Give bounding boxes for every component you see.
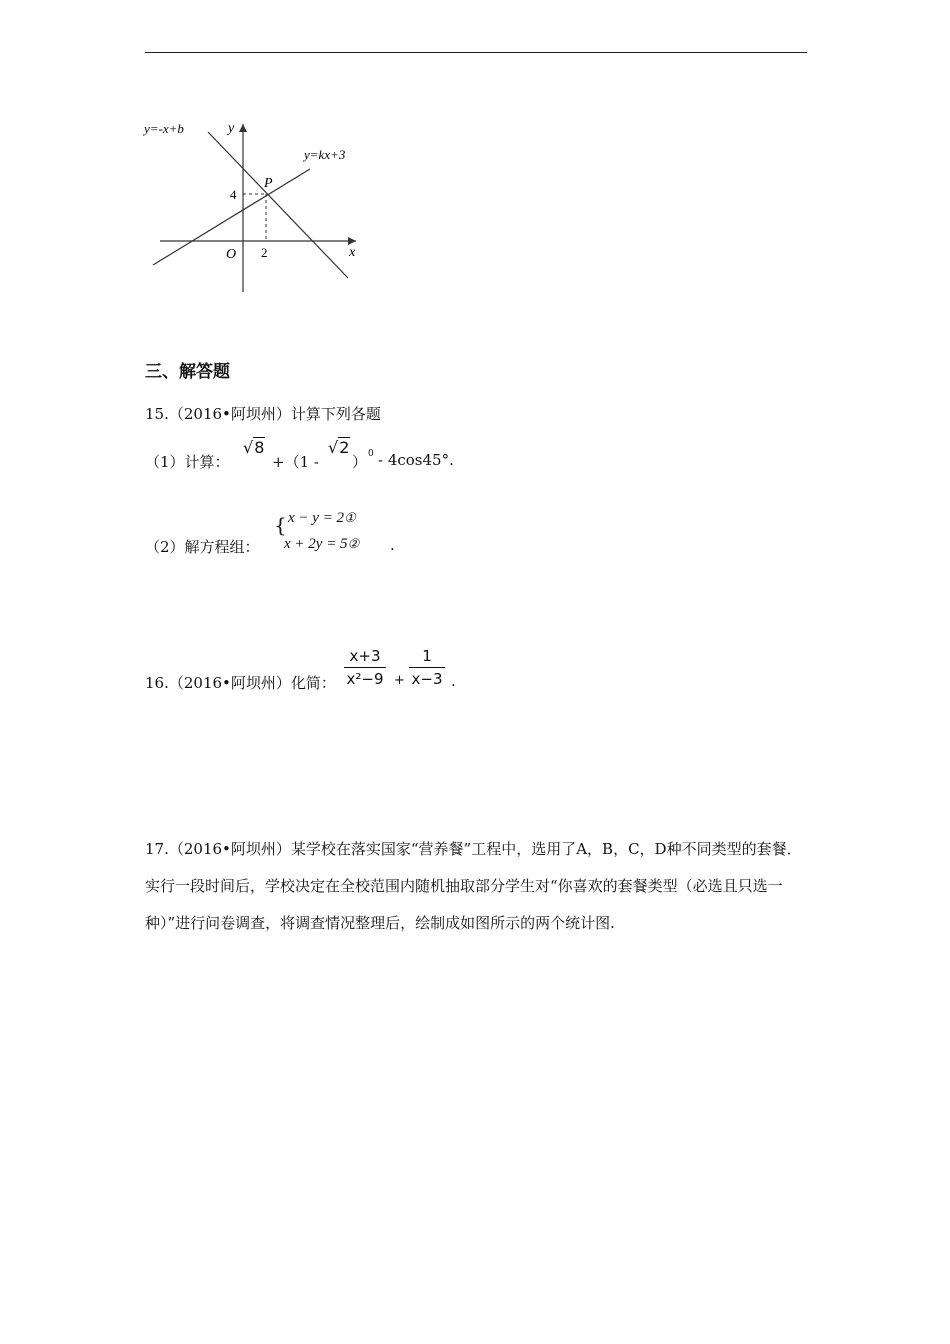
label-y-axis: y [228,121,235,136]
equation-2 [284,536,359,553]
radical-sign: √ [328,438,339,457]
q16-plus: + [394,673,405,688]
radicand-2: 2 [339,438,350,457]
fraction-1-bar [344,667,386,668]
fraction-1 [344,647,386,688]
equation-1-marker: ① [344,510,356,525]
q15-plus-open: +（1 - [272,453,319,471]
label-line1: y=-x+b [144,121,184,136]
label-origin: O [226,247,237,262]
q16-period: . [451,672,456,690]
header-rule [145,52,807,53]
q17-paragraph: 17.（2016•阿坝州）某学校在落实国家“营养餐”工程中，选用了A，B，C，D种不同类型的套餐．实行一段时间后，学校决定在全校范围内随机抽取部分学生对“你喜欢的套餐类型（必选且只选一种）”进行问卷调查，将调查情况整理后，绘制成如图所示的两个统计图. [145,840,802,932]
system-brace: { [274,513,287,537]
radicand-8: 8 [254,438,265,457]
q15-part2-period: . [390,536,395,554]
equation-1 [288,510,356,527]
x-axis-arrow [348,237,356,245]
q15-exponent-zero: 0 [368,449,374,459]
tick-y-4: 4 [230,187,237,202]
fraction-2-bar [409,667,445,668]
fraction-2 [409,647,445,688]
equation-2-marker: ② [347,536,360,551]
q15-close: ） [352,453,368,471]
fraction-1-denominator: x²−9 [346,670,384,688]
sqrt-8 [243,438,265,457]
section-title: 三、解答题 [145,362,230,382]
equation-1-text: x − y = 2 [288,510,345,526]
q15-stem: 15.（2016•阿坝州）计算下列各题 [145,405,381,423]
tick-x-2: 2 [261,245,268,260]
fraction-2-denominator: x−3 [411,670,443,688]
sqrt-2 [328,438,350,457]
radical-sign: √ [243,438,254,457]
q15-part2-prefix: （2）解方程组： [145,538,260,556]
equation-2-text: x + 2y = 5 [284,536,348,552]
q15-part1-prefix: （1）计算： [145,453,230,471]
y-axis-arrow [239,124,247,132]
label-x-axis: x [349,245,356,260]
label-point-p: P [264,176,273,191]
fraction-1-numerator: x+3 [349,647,381,665]
q15-tail: - 4cos45°. [378,451,454,469]
q16-stem: 16.（2016•阿坝州）化简： [145,674,336,692]
coordinate-graph [138,112,368,297]
fraction-2-numerator: 1 [422,647,432,665]
label-line2: y=kx+3 [304,147,346,162]
